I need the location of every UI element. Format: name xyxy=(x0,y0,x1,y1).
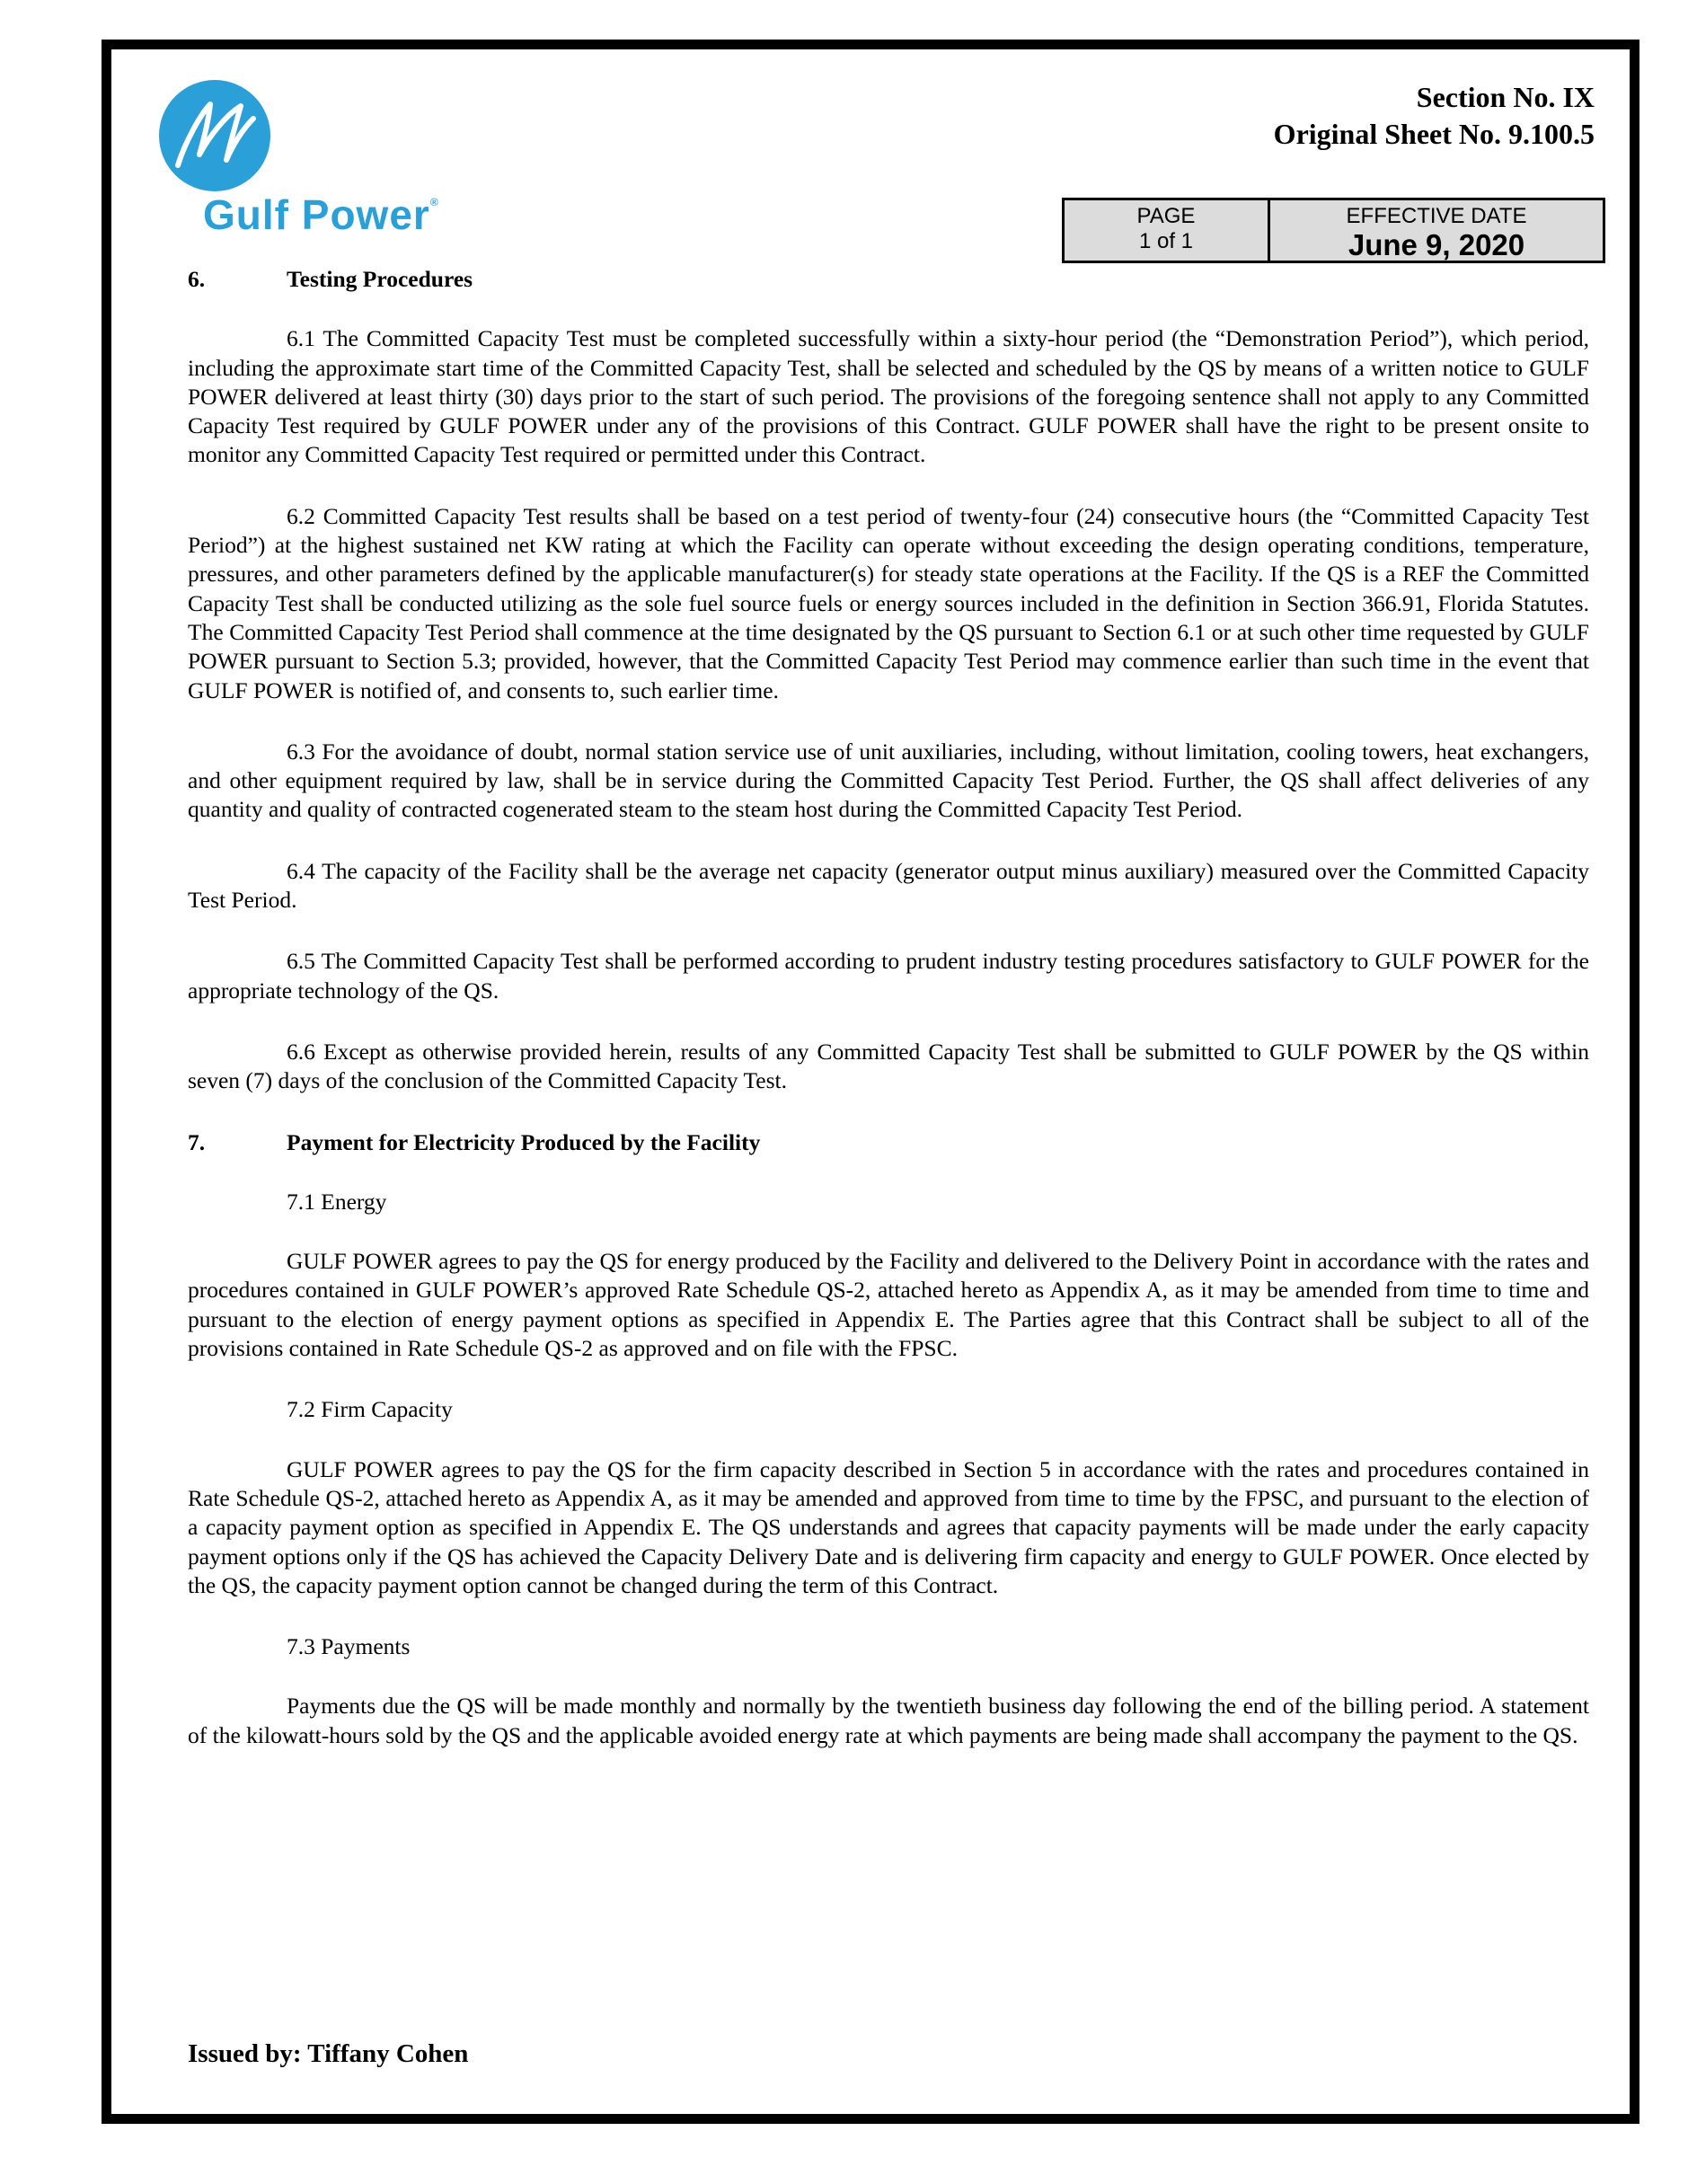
effective-date-value: June 9, 2020 xyxy=(1348,228,1525,261)
gulf-power-logo xyxy=(153,74,530,253)
paragraph-7-1: GULF POWER agrees to pay the QS for energy produced by the Facility and delivered to the Delivery Point in accordance with the rates and procedures contained in GULF POWER’s approved Rate Schedule QS-2, attached hereto as Appendix A, as it may be amended from time to time and pursuant to the election of energy payment options as specified in Appendix E. The Parties agree that this Contract shall be subject to all of the provisions contained in Rate Schedule QS-2 as approved and on file with the FPSC. xyxy=(188,1248,1589,1362)
logo-circle-icon xyxy=(158,79,271,192)
paragraph-6-2: 6.2 Committed Capacity Test results shall be based on a test period of twenty-four (24) consecutive hours (the “Committed Capacity Test Period”) at the highest sustained net KW rating at which the Facility can operate without exceeding the design operating conditions, temperature, pressures, and other parameters defined by the applicable manufacturer(s) for steady state operations at the Facility. If the QS is a REF the Committed Capacity Test shall be conducted utilizing as the sole fuel source fuels or energy sources included in the definition in Section 366.91, Florida Statutes. The Committed Capacity Test Period shall commence at the time designated by the QS pursuant to Section 6.1 or at such other time requested by GULF POWER pursuant to Section 5.3; provided, however, that the Committed Capacity Test Period may commence earlier than such time in the event that GULF POWER is notified of, and consents to, such earlier time. xyxy=(188,502,1589,703)
paragraph-6-5: 6.5 The Committed Capacity Test shall be performed according to prudent industry testing procedures satisfactory to GULF POWER for the appropriate technology of the QS. xyxy=(188,948,1589,1004)
document-body xyxy=(188,265,1589,1782)
section-number-6: 6. xyxy=(188,266,206,292)
paragraph-6-3: 6.3 For the avoidance of doubt, normal station service use of unit auxiliaries, including, without limitation, cooling towers, heat exchangers, and other equipment required by law, shall be in service during the Committed Capacity Test Period. Further, the QS shall affect deliveries of any quantity and quality of contracted cogenerated steam to the steam host during the Committed Capacity Test Period. xyxy=(188,738,1589,823)
issued-by: Issued by: Tiffany Cohen xyxy=(188,2039,469,2068)
section-title-6: Testing Procedures xyxy=(287,266,473,292)
paragraph-6-6: 6.6 Except as otherwise provided herein, results of any Committed Capacity Test shall be submitted to GULF POWER by the QS within seven (7) days of the conclusion of the Committed Capacity Test. xyxy=(188,1038,1589,1094)
page-box xyxy=(1062,198,1270,263)
section-number: Section No. IX xyxy=(1416,81,1595,113)
subheading-7-1: 7.1 Energy xyxy=(287,1188,387,1215)
effective-date-label: EFFECTIVE DATE xyxy=(1346,204,1527,228)
subheading-7-2: 7.2 Firm Capacity xyxy=(287,1396,453,1423)
paragraph-7-2: GULF POWER agrees to pay the QS for the firm capacity described in Section 5 in accordance with the rates and procedures contained in Rate Schedule QS-2, attached hereto as Appendix A, as it may be amended and approved from time to time by the FPSC, and pursuant to the election of a capacity payment option as specified in Appendix E. The QS understands and agrees that capacity payments will be made under the early capacity payment options only if the QS has achieved the Capacity Delivery Date and is delivering firm capacity and energy to GULF POWER. Once elected by the QS, the capacity payment option cannot be changed during the term of this Contract. xyxy=(188,1455,1589,1598)
section-title-7: Payment for Electricity Produced by the Facility xyxy=(287,1128,761,1155)
paragraph-6-4: 6.4 The capacity of the Facility shall be the average net capacity (generator output minus auxiliary) measured over the Committed Capacity Test Period. xyxy=(188,857,1589,914)
page-label: PAGE xyxy=(1136,204,1196,228)
paragraph-7-3: Payments due the QS will be made monthly and normally by the twentieth business day following the end of the billing period. A statement of the kilowatt-hours sold by the QS and the applicable avoided energy rate at which payments are being made shall accompany the payment to the QS. xyxy=(188,1693,1589,1748)
sheet-number: Original Sheet No. 9.100.5 xyxy=(1273,118,1595,150)
sheet-header xyxy=(1274,79,1595,153)
section-number-7: 7. xyxy=(188,1128,206,1155)
page-value: 1 of 1 xyxy=(1138,229,1194,253)
logo-wordmark: Gulf Power® xyxy=(203,191,439,238)
section-7-heading xyxy=(188,1128,1589,1157)
page-info-boxes xyxy=(1062,198,1605,263)
subheading-7-3: 7.3 Payments xyxy=(287,1633,411,1660)
paragraph-6-1: 6.1 The Committed Capacity Test must be completed successfully within a sixty-hour period (the “Demonstration Period”), which period, including the approximate start time of the Committed Capacity Test, shall be selected and scheduled by the QS by means of a written notice to GULF POWER delivered at least thirty (30) days prior to the start of such period. The provisions of the foregoing sentence shall not apply to any Committed Capacity Test required by GULF POWER under any of the provisions of this Contract. GULF POWER shall have the right to be present onsite to monitor any Committed Capacity Test required or permitted under this Contract. xyxy=(188,325,1589,468)
section-6-heading xyxy=(188,265,1589,294)
effective-date-box xyxy=(1270,198,1605,263)
